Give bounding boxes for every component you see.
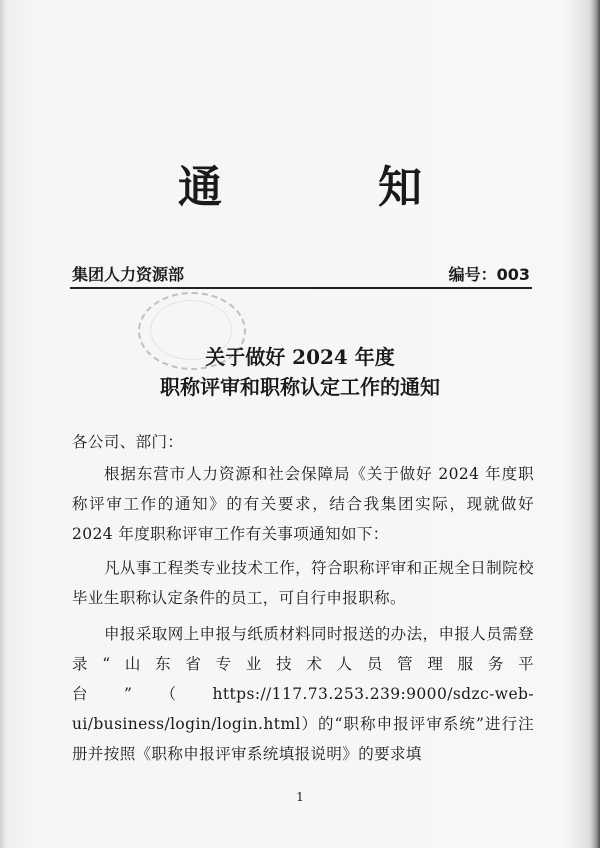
notice-title (0, 160, 600, 220)
body-paragraph-2: 凡从事工程类专业技术工作，符合职称评审和正规全日制院校毕业生职称认定条件的员工，可自行申报职称。 (72, 559, 534, 607)
header-divider (70, 287, 532, 289)
page-number: 1 (296, 790, 304, 804)
subtitle-line-2: 职称评审和职称认定工作的通知 (160, 375, 440, 399)
body-paragraph-1: 根据东营市人力资源和社会保障局《关于做好 2024 年度职称评审工作的通知》的有关要求，结合我集团实际，现就做好 2024 年度职称评审工作有关事项通知如下： (72, 465, 534, 543)
issuing-department: 集团人力资源部 (72, 265, 185, 284)
title-char-2: 知 (378, 162, 422, 213)
subtitle-line-1: 关于做好 2024 年度 (205, 345, 395, 369)
document-number: 编号：003 (448, 265, 530, 284)
body-paragraph-3: 申报采取网上申报与纸质材料同时报送的办法，申报人员需登录“山东省专业技术人员管理服务平台”（https://117.73.253.239:9000/sdzc-web-ui/business/login/login.html）的“职称申报评审系统”进行注册并按照《职称申报评审系统填报说明》的要求填 (72, 625, 534, 763)
scan-shadow-left (0, 0, 6, 848)
scan-shadow-right (590, 0, 600, 848)
title-char-1: 通 (178, 162, 222, 213)
salutation: 各公司、部门： (72, 433, 184, 451)
